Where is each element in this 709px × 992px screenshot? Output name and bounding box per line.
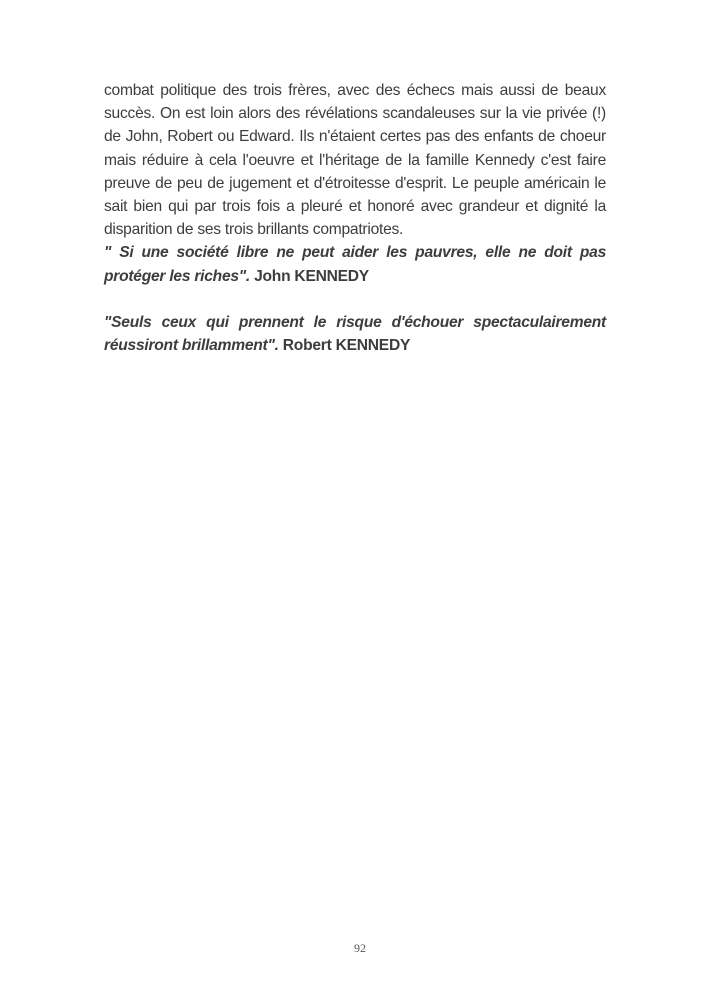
robert-kennedy-quote xyxy=(104,311,606,357)
page-number: 92 xyxy=(354,941,366,955)
quote-text: " Si une société libre ne peut aider les pauvres, elle ne doit pas protéger les riches". xyxy=(104,244,606,285)
paragraph-spacer xyxy=(104,288,606,311)
body-text xyxy=(104,79,606,357)
quote-author: Robert KENNEDY xyxy=(278,337,411,355)
body-paragraph: combat politique des trois frères, avec des échecs mais aussi de beaux succès. On est loin alors des révélations scandaleuses sur la vie privée (!) de John, Robert ou Edward. Ils n'étaient certes pas des enfants de choeur mais réduire à cela l'oeuvre et l'héritage de la famille Kennedy c'est faire preuve de peu de jugement et d'étroitesse d'esprit. Le peuple américain le sait bien qui par trois fois a pleuré et honoré avec grandeur et dignité la disparition de ses trois brillants compatriotes. xyxy=(104,82,606,239)
quote-author: John KENNEDY xyxy=(250,267,369,285)
quote-text: "Seuls ceux qui prennent le risque d'échouer spectaculairement réussiront brillamment". xyxy=(104,313,606,355)
john-kennedy-quote xyxy=(104,241,606,287)
